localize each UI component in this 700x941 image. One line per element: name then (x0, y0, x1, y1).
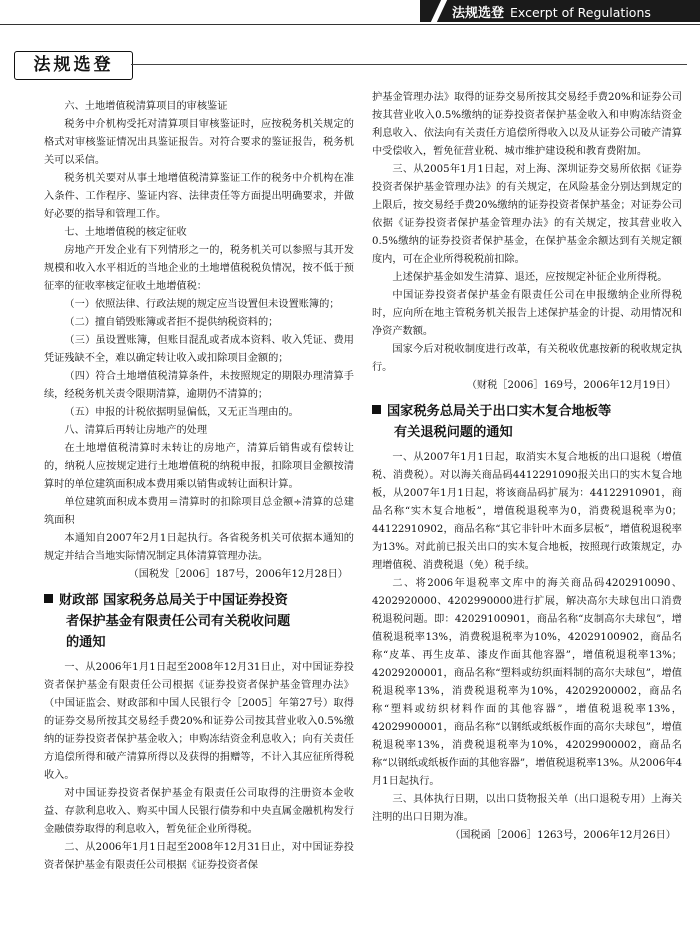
paragraph: 三、具体执行日期，以出口货物报关单（出口退税专用）上海关注明的出口日期为准。 (372, 794, 682, 823)
header-title-en: Excerpt of Regulations (510, 5, 651, 20)
document-reference: （国税发［2006］187号，2006年12月28日） (128, 569, 348, 580)
paragraph: 对中国证券投资者保护基金有限责任公司取得的注册资本金收益、存款利息收入、购买中国人民银行债券和中央直属金融机构发行金融债券取得的利息收入，暂免征企业所得税。 (44, 788, 354, 835)
document-reference: （国税函［2006］1263号，2006年12月26日） (450, 830, 676, 841)
bullet-square-icon (372, 405, 381, 414)
paragraph: 一、从2007年1月1日起，取消实木复合地板的出口退税（增值税、消费税）。对以海关商品码4412291090报关出口的实木复合地板，从2007年1月1日起，将该商品码扩展为：44122910901，商品名称“实木复合地板”，增值税退税率为0，消费税退税率为0；44122910902，商品名称“其它非针叶木面多层板”，增值税退税率为13%。对此前已报关出口的实木复合地板，按照现行政策规定，办理增值税、消费税退（免）税手续。 (372, 452, 682, 571)
section-label-box: 法规选登 (14, 51, 133, 80)
header-section-title (452, 2, 651, 21)
paragraph: 国家今后对税收制度进行改革，有关税收优惠按新的税收规定执行。 (372, 344, 682, 373)
headline-line: 财政部 国家税务总局关于中国证券投资 (59, 593, 288, 608)
paragraph: 在土地增值税清算时未转让的房地产，清算后销售或有偿转让的，纳税人应按规定进行土地增值税的纳税申报，扣除项目金额按清算时的单位建筑面积成本费用乘以销售或转让面积计算。 (44, 443, 354, 490)
document-reference: （财税［2006］169号，2006年12月19日） (466, 380, 676, 391)
paragraph: 三、从2005年1月1日起，对上海、深圳证券交易所依据《证券投资者保护基金管理办法》的有关规定，在风险基金分别达到规定的上限后，按交易经手费20%缴纳的证券投资者保护基金；对证券公司依据《证券投资者保护基金管理办法》的有关规定，按其营业收入0.5%缴纳的证券投资者保护基金，在保护基金余额达到有关规定额度内，可在企业所得税税前扣除。 (372, 164, 682, 265)
paragraph: 二、将2006年退税率文库中的海关商品码4202910090、4202920000、4202990000进行扩展，解决高尔夫球包出口消费税退税问题。即：42029100901，商品名称“皮制高尔夫球包”，增值税退税率13%，消费税退税率为10%，42029100902，商品名称“皮革、再生皮革、漆皮作面其他容器”，增值税退税率13%；42029200001，商品名称“塑料或纺织面料制的高尔夫球包”，增值税退税率13%，消费税退税率为10%，42029200002，商品名称“塑料或纺织材料作面的其他容器”，增值税退税率13%，42029900001，商品名称“以钢纸或纸板作面的高尔夫球包”，增值税退税率13%，消费税退税率为10%，42029900002，商品名称“以钢纸或纸板作面的其他容器”，增值税退税率13%。从2006年4月1日起执行。 (372, 578, 682, 787)
article-headline (372, 401, 682, 443)
paragraph: 护基金管理办法》取得的证券交易所按其交易经手费20%和证券公司按其营业收入0.5%缴纳的证券投资者保护基金收入和申购冻结资金利息收入、依法向有关责任方追偿所得收入以及从证券公司破产清算中受偿收入，暂免征营业税、城市维护建设税和教育费附加。 (372, 92, 682, 157)
paragraph: （五）申报的计税依据明显偏低，又无正当理由的。 (64, 407, 299, 418)
paragraph: 一、从2006年1月1日起至2008年12月31日止，对中国证券投资者保护基金有限责任公司根据《证券投资者保护基金管理办法》（中国证监会、财政部和中国人民银行令［2005］年第27号）取得的证券交易所按其交易经手费20%和证券公司按其营业收入0.5%缴纳的证券投资者保护基金收入；申购冻结资金利息收入；向有关责任方追偿所得和破产清算所得以及获得的捐赠等，不计入其应征所得税收入。 (44, 662, 354, 781)
paragraph: 二、从2006年1月1日起至2008年12月31日止，对中国证券投资者保护基金有限责任公司根据《证券投资者保 (44, 842, 354, 871)
paragraph: （四）符合土地增值税清算条件，未按照规定的期限办理清算手续，经税务机关责令限期清算，逾期仍不清算的； (44, 371, 354, 400)
page-header-bar (0, 0, 700, 22)
paragraph: 六、土地增值税清算项目的审核鉴证 (64, 101, 228, 112)
headline-line: 国家税务总局关于出口实木复合地板等 (387, 404, 612, 419)
header-rule (0, 24, 700, 25)
paragraph: 上述保护基金如发生清算、退还，应按规定补征企业所得税。 (392, 272, 668, 283)
section-rule (131, 64, 687, 65)
left-column (44, 98, 354, 875)
headline-line: 的通知 (66, 635, 106, 650)
paragraph: （一）依照法律、行政法规的规定应当设置但未设置账簿的； (64, 299, 340, 310)
paragraph: 本通知自2007年2月1日起执行。各省税务机关可依据本通知的规定并结合当地实际情况制定具体清算管理办法。 (44, 533, 354, 562)
paragraph: 中国证券投资者保护基金有限责任公司在申报缴纳企业所得税时，应向所在地主管税务机关报告上述保护基金的计提、动用情况和净资产数额。 (372, 290, 682, 337)
article-headline (44, 590, 354, 653)
paragraph: 税务中介机构受托对清算项目审核鉴证时，应按税务机关规定的格式对审核鉴证情况出具鉴证报告。对符合要求的鉴证报告，税务机关可以采信。 (44, 119, 354, 166)
paragraph: （二）擅自销毁账簿或者拒不提供纳税资料的； (64, 317, 279, 328)
paragraph: 房地产开发企业有下列情形之一的，税务机关可以参照与其开发规模和收入水平相近的当地企业的土地增值税税负情况，按不低于预征率的征收率核定征收土地增值税： (44, 245, 354, 292)
right-column (372, 89, 682, 845)
paragraph: 税务机关要对从事土地增值税清算鉴证工作的税务中介机构在准入条件、工作程序、鉴证内容、法律责任等方面提出明确要求，并做好必要的指导和管理工作。 (44, 173, 354, 220)
paragraph: （三）虽设置账簿，但账目混乱或者成本资料、收入凭证、费用凭证残缺不全，难以确定转让收入或扣除项目金额的； (44, 335, 354, 364)
header-title-cn: 法规选登 (452, 6, 505, 21)
headline-line: 有关退税问题的通知 (394, 425, 513, 440)
paragraph: 七、土地增值税的核定征收 (64, 227, 187, 238)
headline-line: 者保护基金有限责任公司有关税收问题 (66, 614, 291, 629)
paragraph: 八、清算后再转让房地产的处理 (64, 425, 208, 436)
bullet-square-icon (44, 594, 53, 603)
paragraph: 单位建筑面积成本费用＝清算时的扣除项目总金额÷清算的总建筑面积 (44, 497, 354, 526)
